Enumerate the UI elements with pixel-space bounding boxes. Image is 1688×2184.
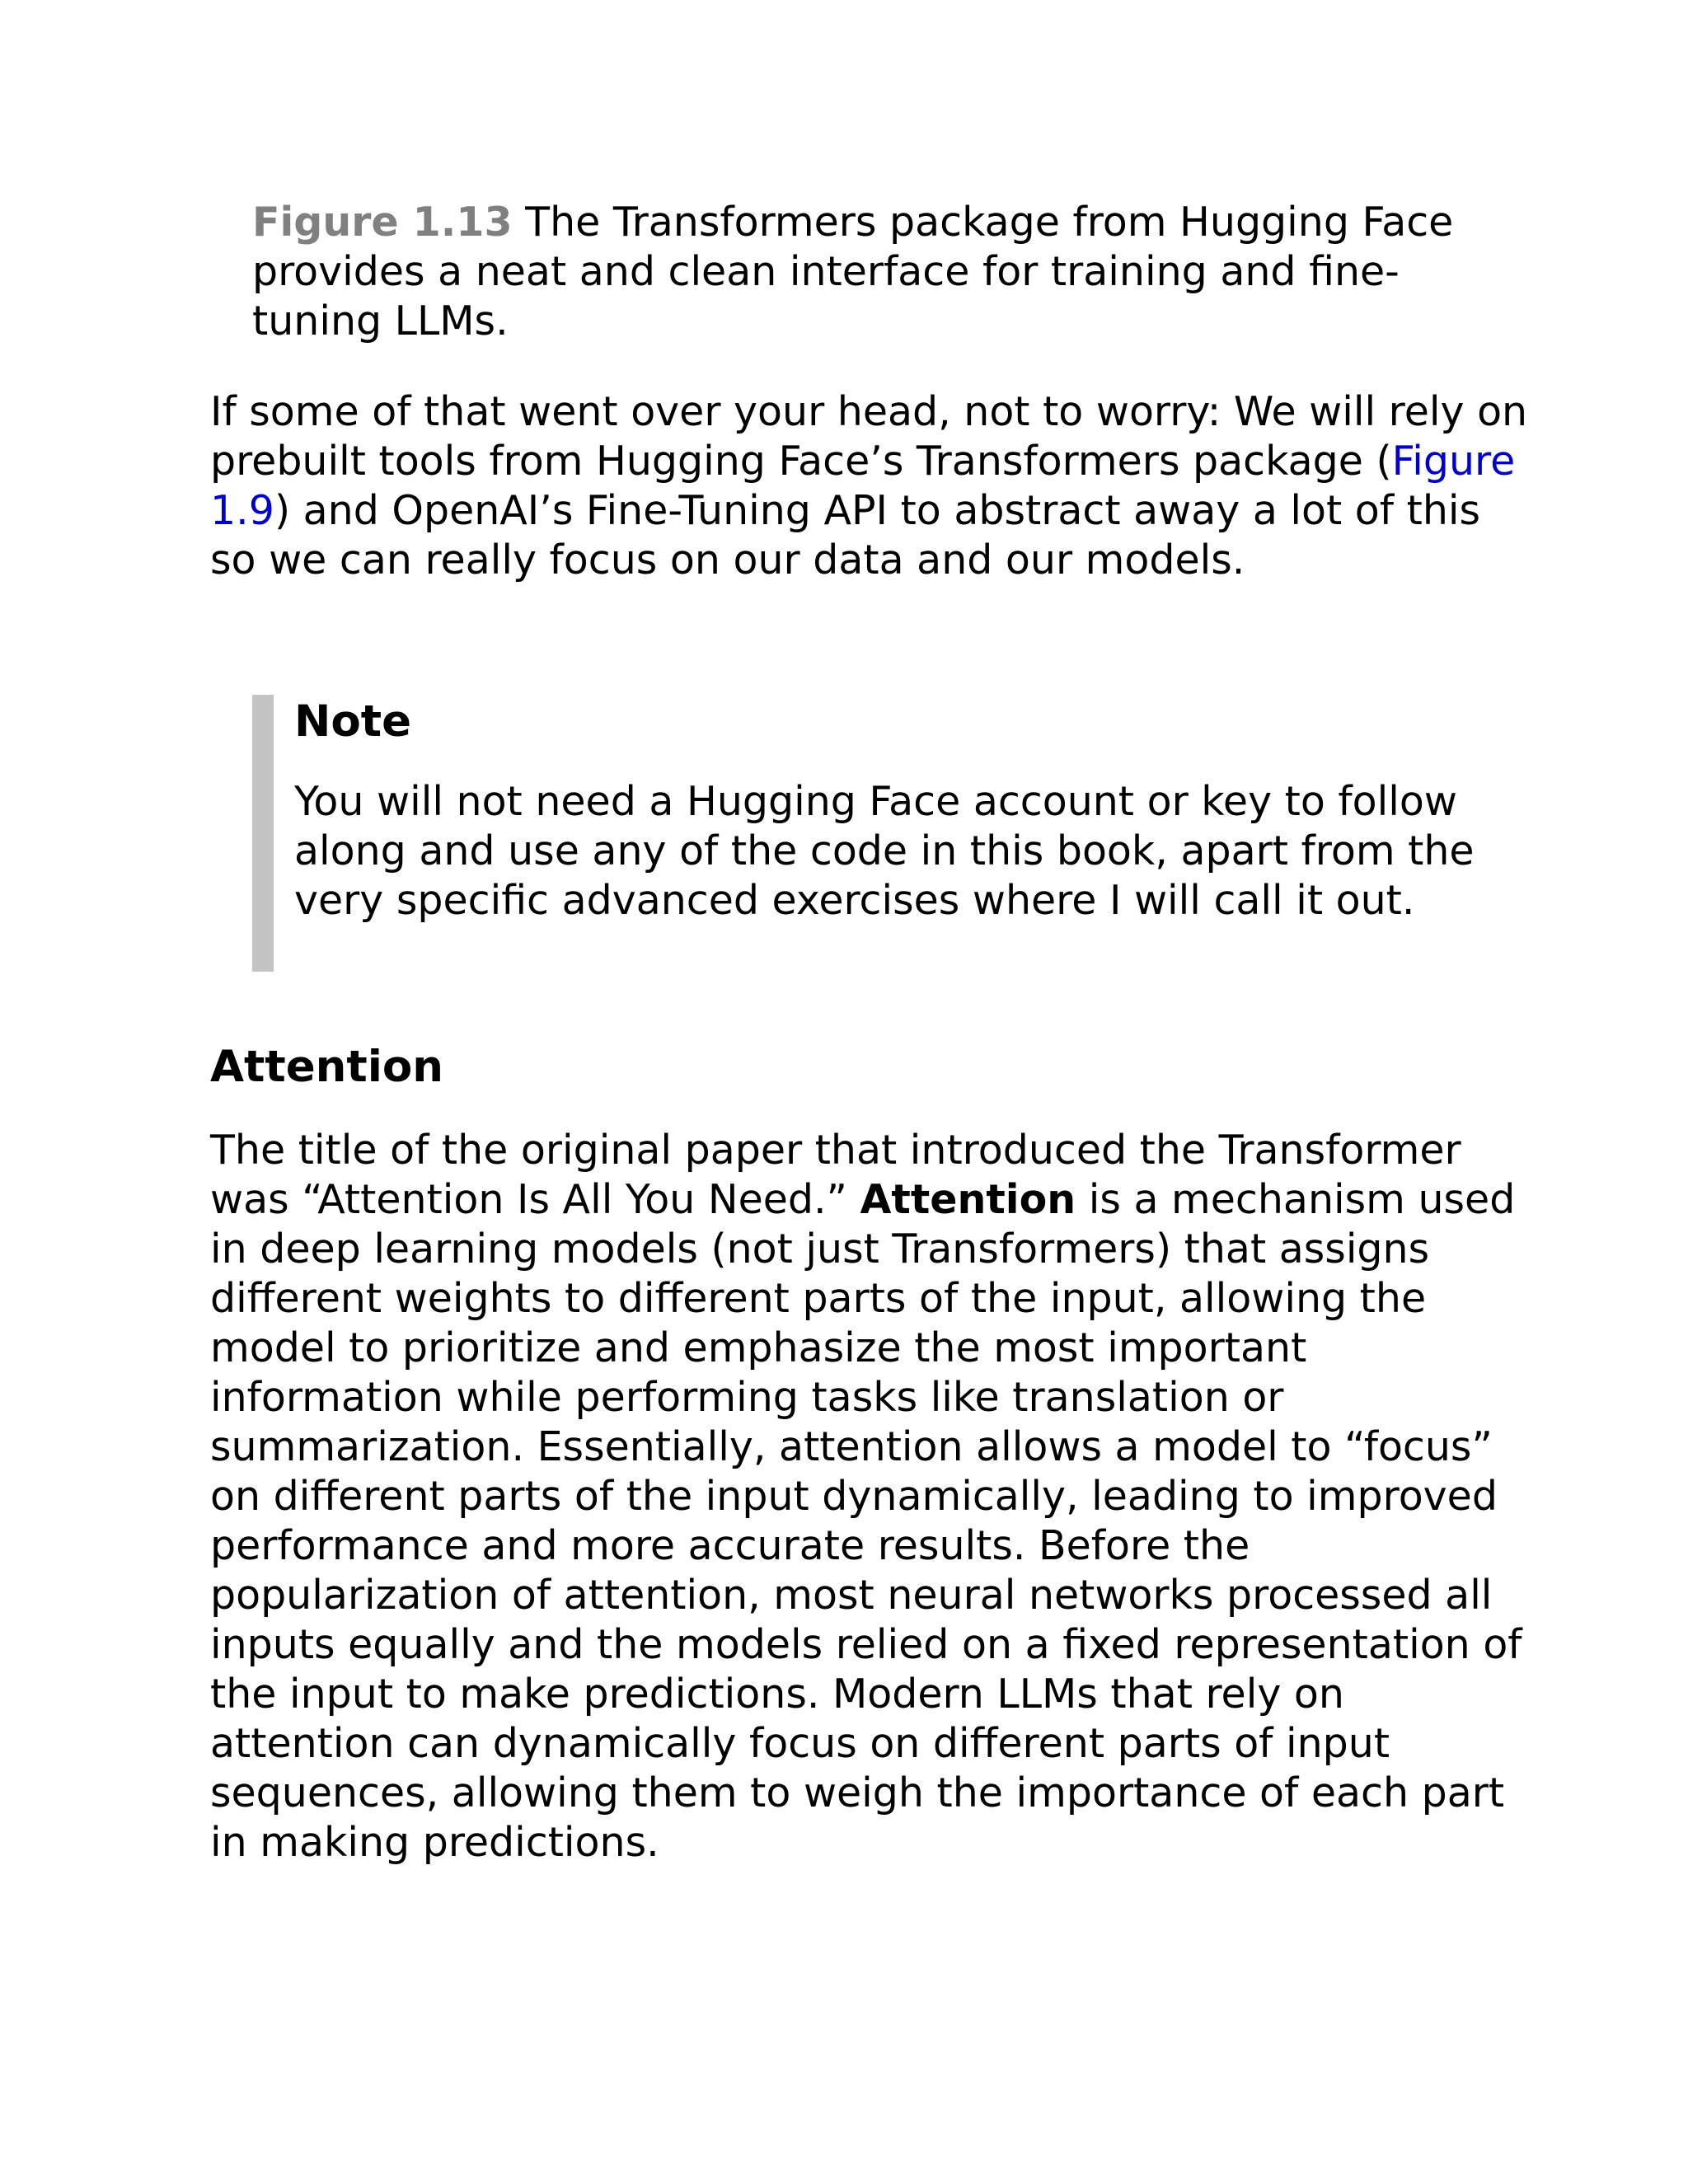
- figure-label: Figure 1.13: [252, 199, 513, 246]
- figure-caption-text: The Transformers package from Hugging Face provides a neat and clean interface for training and fine-tuning LLMs.: [252, 199, 1454, 344]
- note-callout: [252, 695, 1538, 972]
- paragraph-text-after-link: ) and OpenAI’s Fine-Tuning API to abstract away a lot of this so we can really focus on our data and our models.: [210, 487, 1481, 583]
- paragraph-transformers-tools: [210, 387, 1529, 585]
- figure-reference-link[interactable]: Figure 1.9: [210, 438, 1516, 534]
- section-heading-attention: Attention: [210, 1042, 444, 1092]
- paragraph-text-before-term: The title of the original paper that introduced the Transformer was “Attention Is All You Need.”: [210, 1127, 1461, 1223]
- paragraph-text-after-term: is a mechanism used in deep learning models (not just Transformers) that assigns different weights to different parts of the input, allowing the model to prioritize and emphasize the most important information while performing tasks like translation or summarization. Essentially, attention allows a model to “focus” on different parts of the input dynamically, leading to improved performance and more accurate results. Before the popularization of attention, most neural networks processed all inputs equally and the models relied on a fixed representation of the input to make predictions. Modern LLMs that rely on attention can dynamically focus on different parts of input sequences, allowing them to weigh the importance of each part in making predictions.: [210, 1176, 1522, 1866]
- note-accent-bar: [252, 695, 274, 972]
- bold-term-attention: Attention: [860, 1176, 1076, 1223]
- note-title: Note: [294, 696, 412, 747]
- paragraph-text-before-link: If some of that went over your head, not to worry: We will rely on prebuilt tools from Hugging Face’s Transformers package (: [210, 388, 1528, 485]
- note-body: You will not need a Hugging Face account or key to follow along and use any of the code in this book, apart from the very specific advanced exercises where I will call it out.: [294, 778, 1475, 924]
- paragraph-attention: [210, 1126, 1529, 1868]
- figure-caption: [252, 198, 1505, 346]
